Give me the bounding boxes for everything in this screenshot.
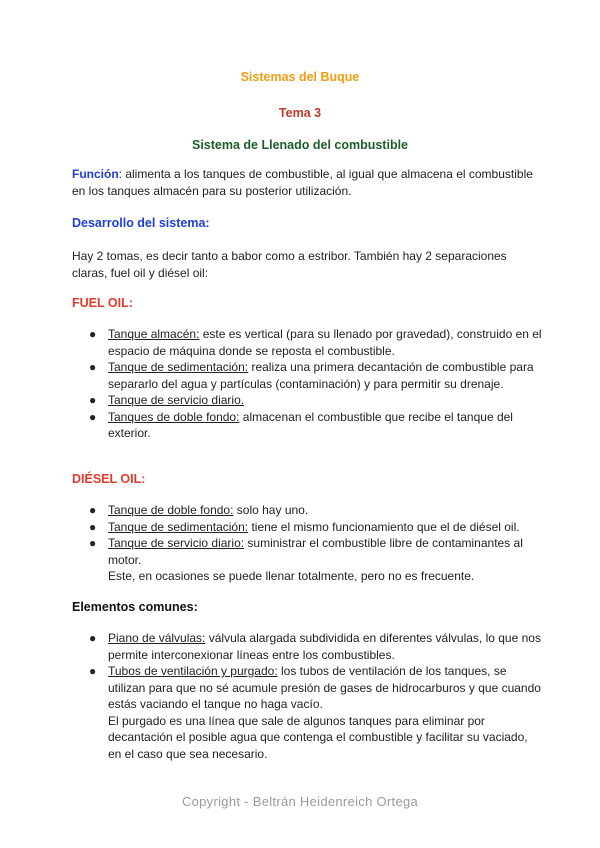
item-desc: tiene el mismo funcionamiento que el de diésel oil. <box>248 519 520 534</box>
item-term: Tanque de sedimentación: <box>108 519 249 534</box>
funcion-text: : alimenta a los tanques de combustible, al igual que almacena el combustible en los tanques almacén para su posterior utilización. <box>72 167 533 198</box>
item-term: Tanque de doble fondo: <box>108 503 234 517</box>
desarrollo-heading: Desarrollo del sistema: <box>72 216 210 230</box>
diesel-oil-list <box>72 502 542 585</box>
fuel-oil-list <box>72 326 542 442</box>
item-desc: realiza una primera decantación de combustible para separarlo del agua y partículas (contaminación) y para permitir su drenaje. <box>108 360 534 391</box>
comunes-list <box>72 630 542 762</box>
funcion-label: Función <box>72 167 119 181</box>
list-item <box>72 630 542 663</box>
copyright-footer: Copyright - Beltrán Heidenreich Ortega <box>181 794 419 809</box>
list-item <box>72 519 542 536</box>
bullet-icon: ● <box>89 536 97 550</box>
desarrollo-text: Hay 2 tomas, es decir tanto a babor como a estribor. También hay 2 separaciones claras, fuel oil y diésel oil: <box>72 249 507 280</box>
list-item <box>72 392 542 409</box>
bullet-icon: ● <box>89 327 97 341</box>
bullet-icon: ● <box>89 503 97 517</box>
item-term: Piano de válvulas: <box>108 631 206 645</box>
item-extra: Este, en ocasiones se puede llenar totalmente, pero no es frecuente. <box>108 569 475 583</box>
document-topic: Sistema de Llenado del combustible <box>191 138 409 152</box>
item-desc: los tubos de ventilación de los tanques, se utilizan para que no sé acumule presión de gases de hidrocarburos y que cuando estás vaciando el tanque no haga vacío. <box>108 664 541 711</box>
funcion-paragraph <box>72 166 542 200</box>
item-term: Tanque de servicio diario. <box>108 393 245 407</box>
fuel-oil-heading: FUEL OIL: <box>72 296 133 310</box>
list-item <box>72 326 542 359</box>
bullet-icon: ● <box>89 519 97 534</box>
bullet-icon: ● <box>89 664 97 678</box>
item-extra: El purgado es una línea que sale de algunos tanques para eliminar por decantación el posible agua que contenga el combustible y facilitar su vaciado, en el caso que sea necesario. <box>108 713 528 761</box>
bullet-icon: ● <box>89 393 97 407</box>
list-item <box>72 502 542 519</box>
item-desc: solo hay uno. <box>233 503 309 517</box>
item-desc: almacenan el combustible que recibe el tanque del exterior. <box>108 409 513 440</box>
item-desc: este es vertical (para su llenado por gravedad), construido en el espacio de máquina donde se reposta el combustible. <box>108 327 542 358</box>
item-desc: válvula alargada subdividida en diferentes válvulas, lo que nos permite interconexionar líneas entre los combustibles. <box>108 631 541 662</box>
diesel-oil-heading: DIÉSEL OIL: <box>72 472 146 486</box>
list-item <box>72 535 542 585</box>
item-desc: suministrar el combustible libre de contaminantes al motor. <box>108 536 523 567</box>
bullet-icon: ● <box>89 631 97 645</box>
item-term: Tanques de doble fondo: <box>108 409 240 424</box>
item-term: Tubos de ventilación y purgado: <box>108 664 278 678</box>
list-item <box>72 359 542 392</box>
item-term: Tanque de servicio diario: <box>108 536 245 550</box>
item-term: Tanque de sedimentación: <box>108 360 249 374</box>
list-item <box>72 663 542 762</box>
document-title: Sistemas del Buque <box>240 70 360 84</box>
comunes-heading: Elementos comunes: <box>72 600 198 614</box>
bullet-icon: ● <box>89 409 97 424</box>
bullet-icon: ● <box>89 360 97 374</box>
document-subtitle: Tema 3 <box>278 106 322 120</box>
item-term: Tanque almacén: <box>108 327 200 341</box>
list-item <box>72 409 542 442</box>
